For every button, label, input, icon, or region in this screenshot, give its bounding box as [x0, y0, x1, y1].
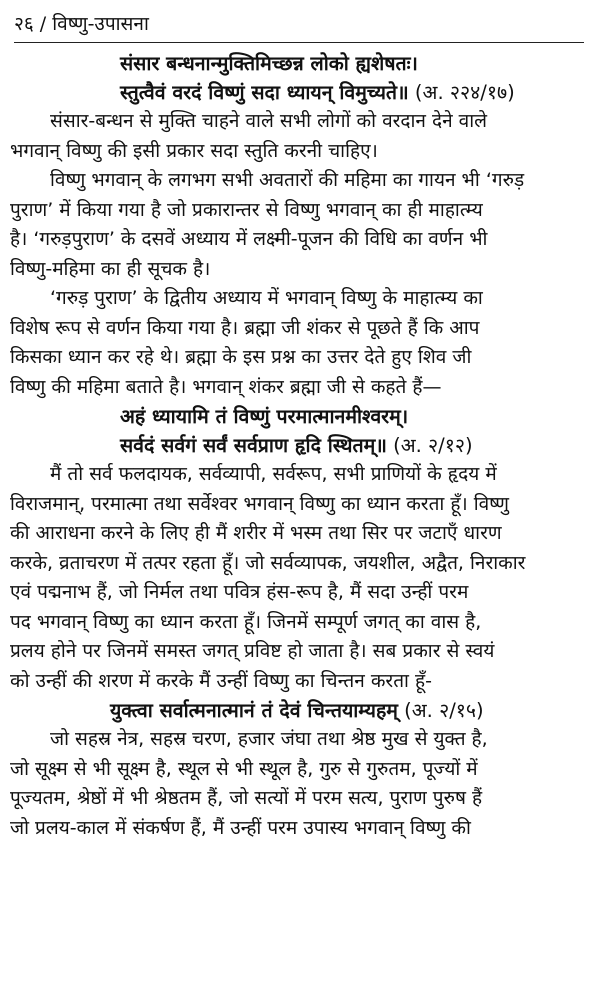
paragraph-line: किसका ध्यान कर रहे थे। ब्रह्मा के इस प्रश्न का उत्तर देते हुए शिव जी	[10, 346, 472, 368]
verse2-line1: अहं ध्यायामि तं विष्णुं परमात्मानमीश्वरम्।	[120, 405, 409, 428]
paragraph-line: विष्णु-महिमा का ही सूचक है।	[10, 257, 211, 280]
paragraph-line: भगवान् विष्णु की इसी प्रकार सदा स्तुति करनी चाहिए।	[10, 139, 378, 162]
paragraph-line: प्रलय होने पर जिनमें समस्त जगत् प्रविष्ट हो जाता है। सब प्रकार से स्वयं	[10, 640, 495, 662]
paragraph-line: जो सूक्ष्म से भी सूक्ष्म है, स्थूल से भी स्थूल है, गुरु से गुरुतम, पूज्यों में	[10, 757, 478, 780]
paragraph-line: जो सहस्र नेत्र, सहस्र चरण, हजार जंघा तथा श्रेष्ठ मुख से युक्त है,	[50, 728, 488, 750]
paragraph-line: विष्णु की महिमा बताते है। भगवान् शंकर ब्रह्मा जी से कहते हैं—	[10, 375, 442, 398]
verse2-line2-text: सर्वदं सर्वगं सर्वं सर्वप्राण हृदि स्थितम्॥	[120, 434, 387, 457]
paragraph-line: पूज्यतम, श्रेष्ठों में भी श्रेष्ठतम हैं, जो सत्यों में परम सत्य, पुराण पुरुष हैं	[10, 787, 483, 809]
paragraph-2	[10, 166, 584, 284]
paragraph-3	[10, 284, 584, 402]
paragraph-line: विष्णु भगवान् के लगभग सभी अवतारों की महिमा का गायन भी ‘गरुड़	[50, 169, 525, 191]
paragraph-line: ‘गरुड़ पुराण’ के द्वितीय अध्याय में भगवान् विष्णु के माहात्म्य का	[50, 287, 483, 309]
verse3-line1	[10, 696, 584, 725]
paragraph-5	[10, 725, 584, 843]
paragraph-line: को उन्हीं की शरण में करके मैं उन्हीं विष्णु का चिन्तन करता हूँ-	[10, 669, 432, 692]
paragraph-line: पुराण’ में किया गया है जो प्रकारान्तर से विष्णु भगवान् का ही माहात्म्य	[10, 198, 483, 221]
paragraph-line: जो प्रलय-काल में संकर्षण हैं, मैं उन्हीं परम उपास्य भगवान् विष्णु की	[10, 816, 471, 839]
verse2-line2	[10, 431, 584, 460]
paragraph-line: करके, व्रताचरण में तत्पर रहता हूँ। जो सर्वव्यापक, जयशील, अद्वैत, निराकार	[10, 551, 526, 574]
verse1-line1: संसार बन्धनान्मुक्तिमिच्छन्न लोको ह्यशेषतः।	[120, 52, 418, 75]
verse3-reference: (अ. २/१५)	[397, 699, 484, 722]
paragraph-line: संसार-बन्धन से मुक्ति चाहने वाले सभी लोगों को वरदान देने वाले	[50, 110, 488, 132]
verse2-reference: (अ. २/१२)	[386, 434, 473, 457]
paragraph-line: मैं तो सर्व फलदायक, सर्वव्यापी, सर्वरूप, सभी प्राणियों के हृदय में	[50, 463, 497, 485]
paragraph-line: पद भगवान् विष्णु का ध्यान करता हूँ। जिनमें सम्पूर्ण जगत् का वास है,	[10, 610, 482, 633]
paragraph-line: विशेष रूप से वर्णन किया गया है। ब्रह्मा जी शंकर से पूछते हैं कि आप	[10, 316, 480, 339]
paragraph-line: की आराधना करने के लिए ही मैं शरीर में भस्म तथा सिर पर जटाएँ धारण	[10, 522, 502, 544]
verse1-line2	[10, 78, 584, 107]
paragraph-4	[10, 460, 584, 696]
verse1-reference: (अ. २२४/१७)	[408, 81, 515, 104]
running-head: २६ / विष्णु-उपासना	[14, 12, 584, 43]
paragraph-line: है। ‘गरुड़पुराण’ के दसवें अध्याय में लक्ष्मी-पूजन की विधि का वर्णन भी	[10, 228, 488, 250]
verse3-line1-text: युक्त्वा सर्वात्मनात्मानं तं देवं चिन्तयाम्यहम्	[110, 699, 398, 722]
verse1-line2-text: स्तुत्वैवं वरदं विष्णुं सदा ध्यायन् विमुच्यते॥	[120, 81, 409, 104]
paragraph-line: विराजमान्, परमात्मा तथा सर्वेश्वर भगवान् विष्णु का ध्यान करता हूँ। विष्णु	[10, 492, 510, 515]
paragraph-1	[10, 107, 584, 166]
paragraph-line: एवं पद्मनाभ हैं, जो निर्मल तथा पवित्र हंस-रूप है, मैं सदा उन्हीं परम	[10, 581, 469, 603]
